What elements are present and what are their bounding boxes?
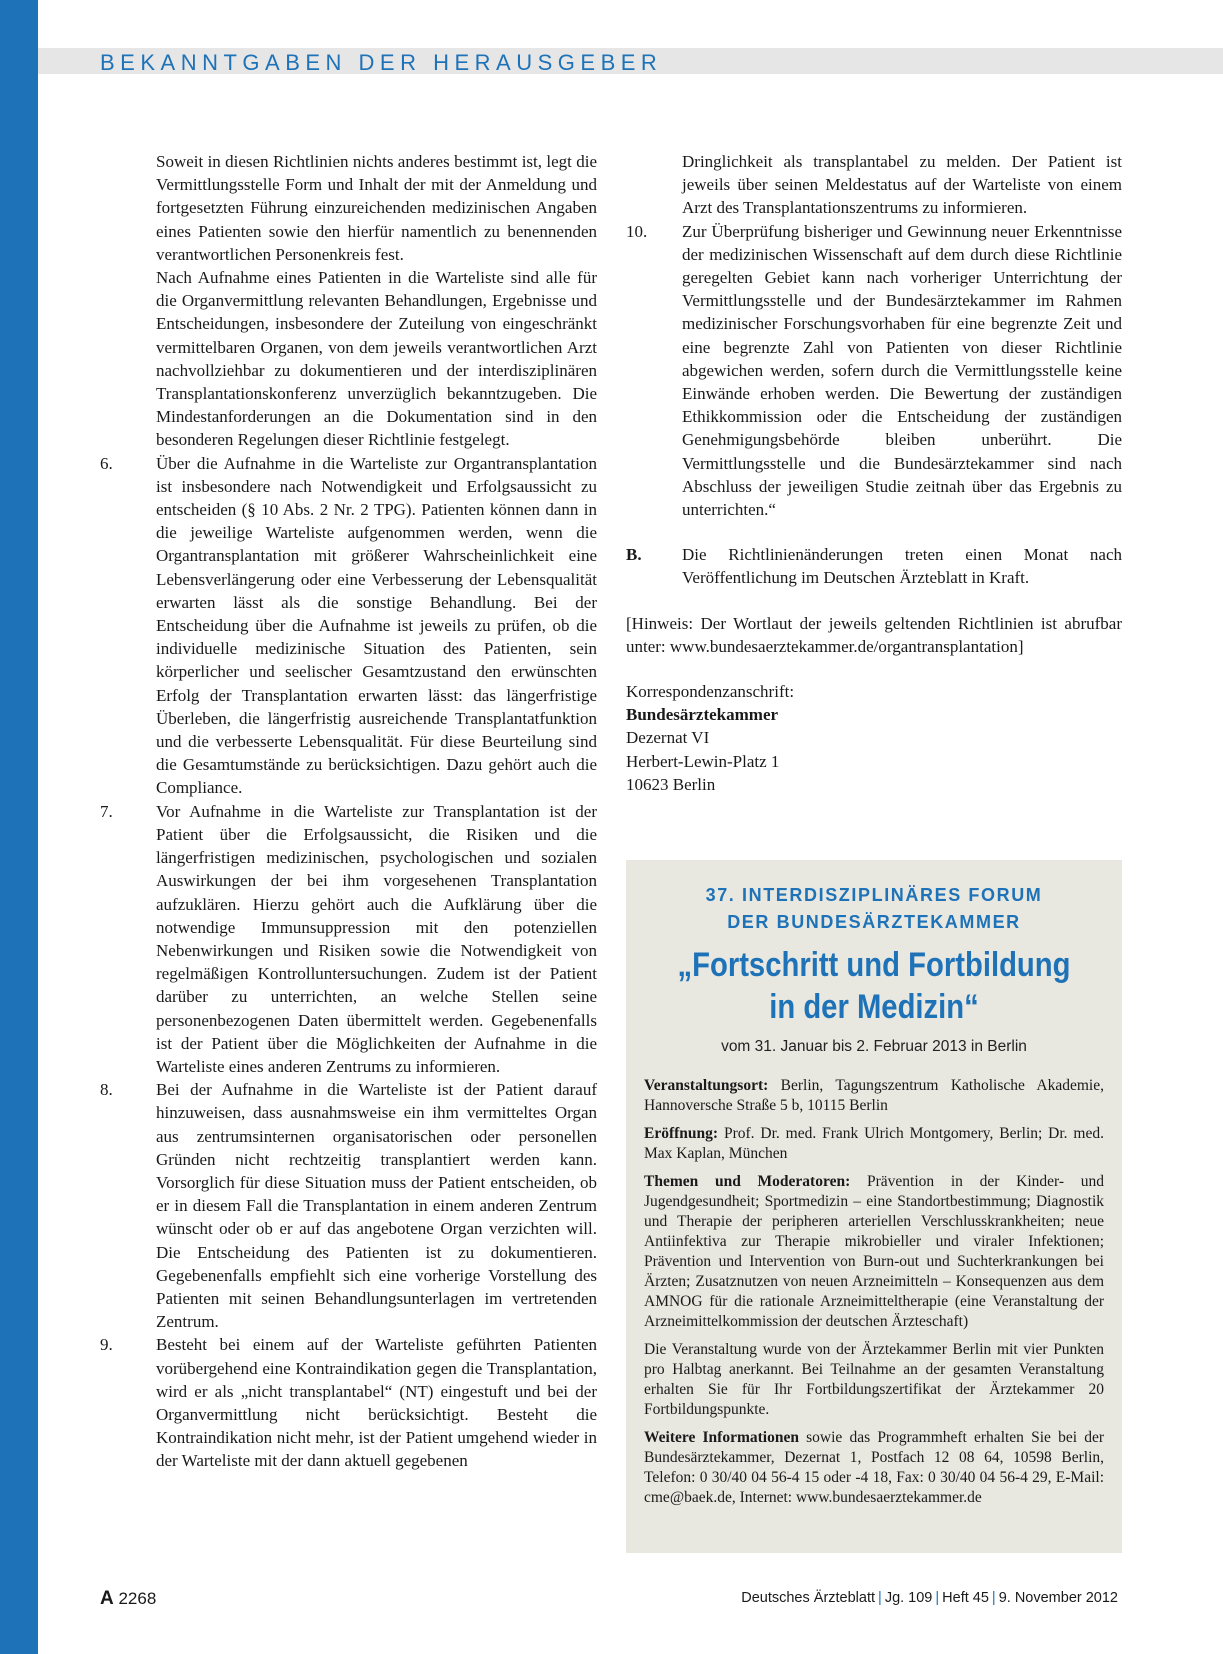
item-text: Besteht bei einem auf der Warteliste geführten Patienten vorübergehend eine Kontraindikation gegen die Transplantation, wird er als „nicht transplantabel“ (NT) eingestuft und bei der Organvermittlung nicht berücksichtigt. Besteht die Kontraindikation nicht mehr, ist der Patient umgehend wieder in der Warteliste mit der dann aktuell gegebenen (156, 1335, 597, 1471)
address-street: Herbert-Lewin-Platz 1 (626, 751, 780, 771)
journal-volume: Jg. 109 (884, 1590, 933, 1606)
paragraph: Nach Aufnahme eines Patienten in die Warteliste sind alle für die Organvermittlung relevanten Behandlungen, Ergebnisse und Entscheidungen, insbesondere der Zuteilung von eingeschränkt vermittelbaren Organen, von dem jeweils verantwortlichen Arzt nachvollziehbar zu dokumentieren und der interdisziplinären Transplantationskonferenz unverzüglich bekanntzugeben. Die Mindestanforderungen an die Dokumentation sind in den besonderen Regelungen dieser Richtlinie festgelegt. (156, 268, 597, 450)
list-item (626, 220, 1122, 522)
address-department: Dezernat VI (626, 728, 710, 748)
item-number: 10. (626, 221, 648, 241)
journal-issue: Heft 45 (942, 1590, 989, 1606)
journal-citation: Deutsches Ärzteblatt | Jg. 109 | Heft 45 | 9. November 2012 (741, 1590, 1118, 1606)
venue-label: Veranstaltungsort: (644, 1077, 769, 1094)
opening-text: Prof. Dr. med. Frank Ulrich Montgomery, Berlin; Dr. med. Max Kaplan, München (644, 1125, 1104, 1162)
item-text: Bei der Aufnahme in die Warteliste ist der Patient darauf hinzuweisen, dass ausnahmsweise ein ihm vermitteltes Organ aus zentrumsinternen organisatorischen oder personellen Gründen nicht rechtzeitig transplantiert werden kann. Vorsorglich für diese Situation muss der Patient entscheiden, ob er in diesem Fall die Transplantation in einem anderen Zentrum wünscht oder ob er auf das angebotene Organ verzichten will. Die Entscheidung des Patienten ist zu dokumentieren. Gegebenenfalls empfiehlt sich eine vorherige Vorstellung des Patienten mit seinen Behandlungsunterlagen im vertretenden Zentrum. (156, 1080, 597, 1332)
opening-paragraph (644, 1124, 1104, 1164)
item-text: Über die Aufnahme in die Warteliste zur Organtransplantation ist insbesondere nach Notwendigkeit und Erfolgsaussicht zu entscheiden (§ 10 Abs. 2 Nr. 2 TPG). Patienten können dann in die jeweilige Warteliste aufgenommen werden, wenn die Organtransplantation mit größerer Wahrscheinlichkeit eine Lebensverlängerung oder eine Verbesserung der Lebensqualität erwarten lässt als die sonstige Behandlung. Bei der Entscheidung über die Aufnahme ist jeweils zu prüfen, ob die individuelle medizinische Situation des Patienten, sein körperlicher und seelischer Gesamtzustand den erwünschten Erfolg der Transplantation erwarten lässt: das längerfristige Überleben, die längerfristig ausreichende Transplantatfunktion und die verbesserte Lebensqualität. Für diese Beurteilung sind die Gesamtumstände zu berücksichtigen. Dazu gehört auch die Compliance. (156, 453, 597, 798)
topics-text: Prävention in der Kinder- und Jugendgesundheit; Sportmedizin – eine Standortbestimmung; Diagnostik und Therapie der peripheren arteriellen Verschlusskrankheiten; neue Antiinfektiva zur Therapie mikrobieller und viraler Infektionen; Prävention und Intervention von Burn-out und Suchterkrankungen bei Ärzten; Zusatznutzen von neuen Arzneimitteln – Konsequenzen aus dem AMNOG für die rationale Arzneimitteltherapie (eine Veranstaltung der Arzneimittelkommission der deutschen Ärzteschaft) (644, 1173, 1104, 1330)
left-color-bar (0, 0, 38, 1654)
address-organization: Bundesärztekammer (626, 705, 779, 725)
list-item (100, 1078, 597, 1333)
item-number: 9. (100, 1335, 113, 1355)
list-item (100, 1333, 597, 1472)
item-text: Zur Überprüfung bisheriger und Gewinnung neuer Erkenntnisse der medizinischen Wissenschaft auf dem durch diese Richtlinie geregelten Gebiet kann nach vorheriger Unterrichtung der Vermittlungsstelle und der Bundesärztekammer im Rahmen medizinischer Forschungsvorhaben für eine begrenzte Zeit und eine begrenzte Zahl von Patienten von dieser Richtlinie abgewichen werden, sofern durch die Vermittlungsstelle keine Einwände erhoben werden. Die Bewertung der zuständigen Ethikkommission oder die Entscheidung der zuständigen Genehmigungsbehörde bleiben unberührt. Die Vermittlungsstelle und die Bundesärztekammer sind nach Abschluss der jeweiligen Studie zeitnah über das Ergebnis zu unterrichten.“ (682, 221, 1122, 520)
event-title: „Fortschritt und Fortbildung (677, 946, 1071, 984)
right-column (626, 150, 1122, 796)
info-text: sowie das Programmheft erhalten Sie bei der Bundesärztekammer, Dezernat 1, Postfach 12 08 64, 10598 Berlin, Telefon: 0 30/40 04 56-4 15 oder -4 18, Fax: 0 30/40 04 56-4 29, E-Mail: cme@baek.de, Internet: www.bundesaerztekammer.de (644, 1429, 1104, 1506)
list-item (100, 800, 597, 1078)
forum-subtitle: 37. INTERDISZIPLINÄRES FORUM (705, 885, 1043, 905)
item-number: 8. (100, 1080, 113, 1100)
section-header: BEKANNTGABEN DER HERAUSGEBER (100, 50, 663, 75)
credits-paragraph: Die Veranstaltung wurde von der Ärztekammer Berlin mit vier Punkten pro Halbtag anerkannt. Bei Teilnahme an der gesamten Veranstaltung erhalten Sie für Ihr Fortbildungszertifikat der Ärztekammer 20 Fortbildungspunkte. (644, 1341, 1104, 1418)
item-text: Die Richtlinienänderungen treten einen Monat nach Veröffentlichung im Deutschen Ärzteblatt in Kraft. (682, 545, 1122, 588)
event-announcement-box (626, 860, 1122, 1553)
info-paragraph (644, 1428, 1104, 1508)
page-number (100, 1588, 156, 1610)
list-item (626, 543, 1122, 589)
forum-subtitle: DER BUNDESÄRZTEKAMMER (727, 912, 1021, 932)
paragraph: Soweit in diesen Richtlinien nichts anderes bestimmt ist, legt die Vermittlungsstelle Form und Inhalt der mit der Anmeldung und fortgesetzten Führung einzureichenden medizinischen Angaben eines Patienten sowie den hierfür namentlich zu benennenden verantwortlichen Personenkreis fest. (156, 152, 597, 264)
item-number: 7. (100, 801, 113, 821)
event-title: in der Medizin“ (769, 988, 979, 1026)
item-number: B. (626, 545, 642, 565)
opening-label: Eröffnung: (644, 1125, 719, 1142)
item-text: Vor Aufnahme in die Warteliste zur Transplantation ist der Patient über die Erfolgsaussicht, die Risiken und die längerfristigen medizinischen, psychologischen und sozialen Auswirkungen der bei ihm vorgesehenen Transplantation aufzuklären. Hierzu gehört auch die Aufklärung über die notwendige Immunsuppression mit den potenziellen Nebenwirkungen und Risiken sowie die Notwendigkeit von regelmäßigen Kontrolluntersuchungen. Zudem ist der Patient darüber zu unterrichten, an welche Stellen seine personenbezogenen Daten übermittelt werden. Gegebenenfalls ist der Patient über die Möglichkeiten der Aufnahme in die Warteliste eines anderen Zentrums zu informieren. (156, 801, 597, 1076)
topics-label: Themen und Moderatoren: (644, 1173, 851, 1190)
journal-name: Deutsches Ärzteblatt (741, 1590, 876, 1606)
list-item (100, 452, 597, 800)
hint-note: [Hinweis: Der Wortlaut der jeweils geltenden Richtlinien ist abrufbar unter: www.bundesaerztekammer.de/organtransplantation] (626, 613, 1122, 656)
page-number-value: 2268 (118, 1589, 157, 1608)
left-column (100, 150, 597, 1473)
address-city: 10623 Berlin (626, 774, 716, 794)
info-label: Weitere Informationen (644, 1429, 799, 1446)
event-date: vom 31. Januar bis 2. Februar 2013 in Berlin (721, 1038, 1027, 1055)
venue-paragraph (644, 1076, 1104, 1116)
item-number: 6. (100, 453, 113, 473)
paragraph: Dringlichkeit als transplantabel zu melden. Der Patient ist jeweils über seinen Meldestatus auf der Warteliste von einem Arzt des Transplantationszentrums zu informieren. (682, 152, 1122, 218)
correspondence-label: Korrespondenzanschrift: (626, 682, 795, 702)
event-details (626, 1076, 1122, 1508)
journal-date: 9. November 2012 (998, 1590, 1118, 1606)
page-prefix: A (100, 1588, 114, 1609)
topics-paragraph (644, 1172, 1104, 1332)
venue-text: Berlin, Tagungszentrum Katholische Akademie, Hannoversche Straße 5 b, 10115 Berlin (644, 1077, 1104, 1114)
